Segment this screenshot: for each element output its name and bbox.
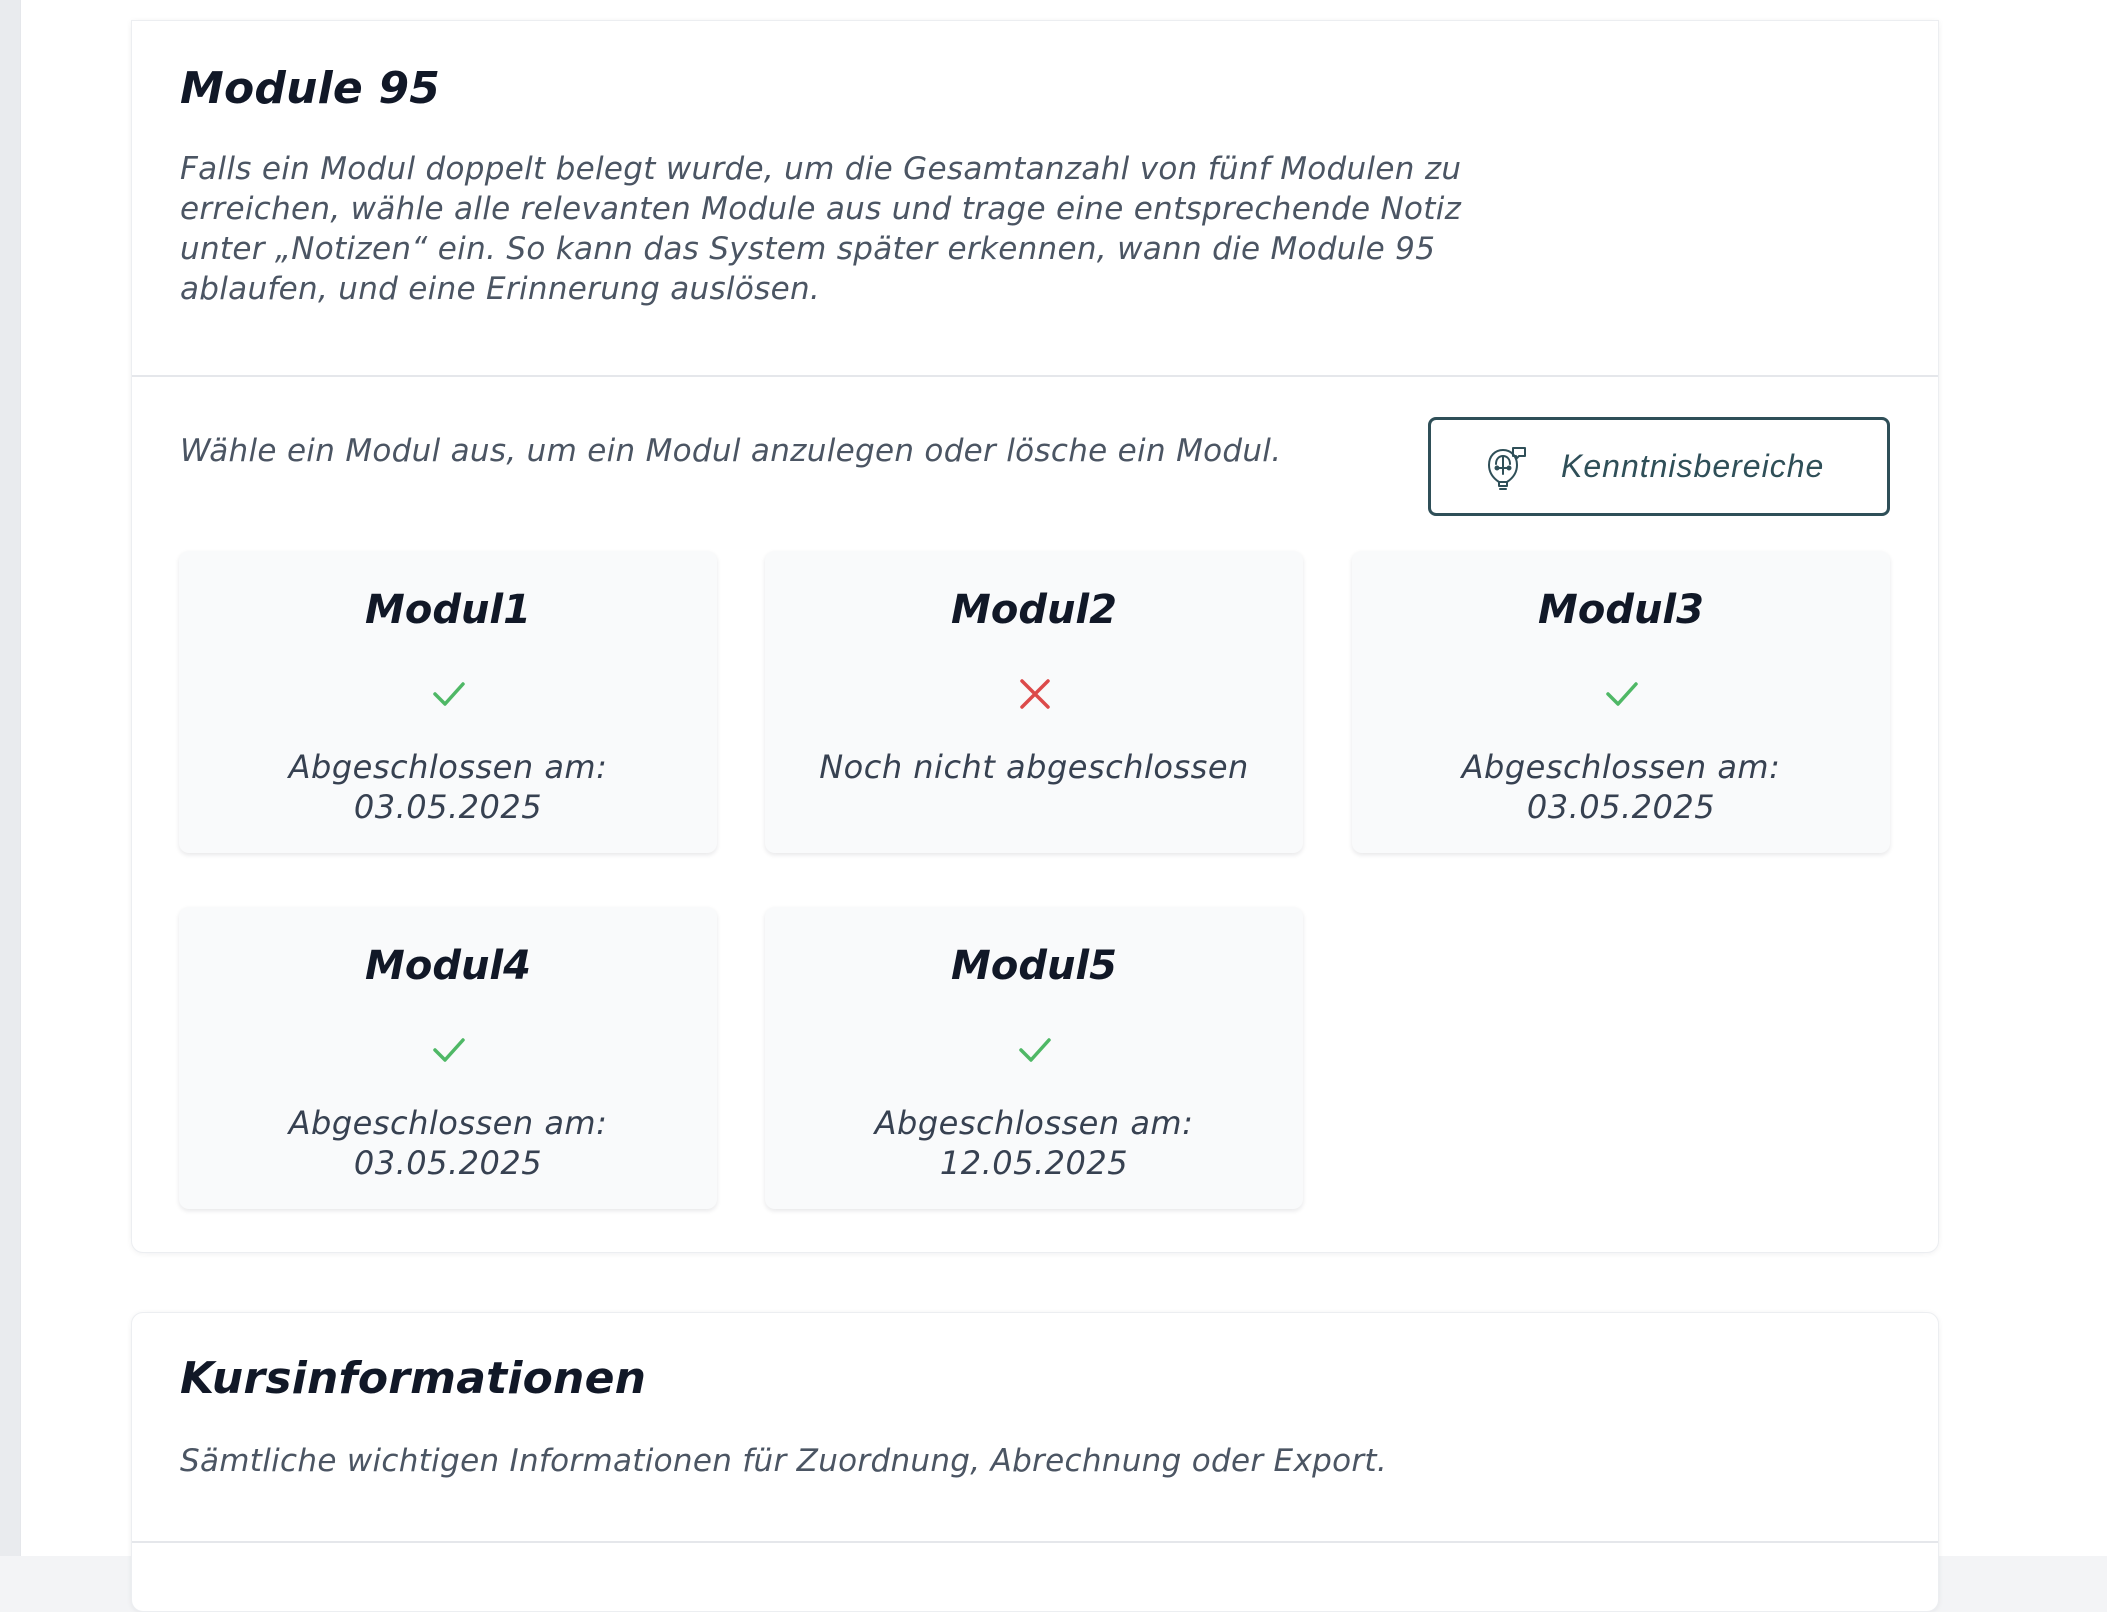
checkmark-icon xyxy=(432,1035,466,1065)
module-card-date: 03.05.2025 xyxy=(1526,788,1716,826)
checkmark-icon xyxy=(1018,1035,1052,1065)
module-card-status: Noch nicht abgeschlossen xyxy=(819,748,1249,786)
module-card-3[interactable] xyxy=(1352,551,1890,853)
module-card-date: 03.05.2025 xyxy=(353,788,543,826)
cross-icon xyxy=(1018,679,1052,709)
kenntnisbereiche-button[interactable] xyxy=(1428,417,1890,516)
lightbulb-brain-icon xyxy=(1483,444,1529,492)
module-card-title: Modul1 xyxy=(365,587,531,633)
course-info-description: Sämtliche wichtigen Informationen für Zuordnung, Abrechnung oder Export. xyxy=(180,1443,1387,1479)
module-card-title: Modul5 xyxy=(951,943,1117,989)
course-info-title: Kursinformationen xyxy=(180,1353,647,1404)
module-card-title: Modul4 xyxy=(365,943,531,989)
checkmark-icon xyxy=(432,679,466,709)
kenntnisbereiche-label: Kenntnisbereiche xyxy=(1561,448,1825,484)
module-card-title: Modul2 xyxy=(951,587,1117,633)
module-card-date: 12.05.2025 xyxy=(939,1144,1129,1182)
module-card-1[interactable] xyxy=(179,551,717,853)
module-card-title: Modul3 xyxy=(1538,587,1704,633)
module-card-4[interactable] xyxy=(179,907,717,1209)
module-card-status: Abgeschlossen am: xyxy=(288,748,608,786)
left-rail xyxy=(0,0,21,1556)
module-card-status: Abgeschlossen am: xyxy=(288,1104,608,1142)
course-info-divider xyxy=(132,1541,1938,1543)
module-card-2[interactable] xyxy=(765,551,1303,853)
module-card-status: Abgeschlossen am: xyxy=(1461,748,1781,786)
module95-title: Module 95 xyxy=(180,63,441,114)
module95-divider xyxy=(132,375,1938,377)
module95-panel xyxy=(131,20,1939,1253)
checkmark-icon xyxy=(1605,679,1639,709)
module-card-status: Abgeschlossen am: xyxy=(874,1104,1194,1142)
module-card-date: 03.05.2025 xyxy=(353,1144,543,1182)
module95-instruction: Wähle ein Modul aus, um ein Modul anzulegen oder lösche ein Modul. xyxy=(180,433,1282,469)
course-info-panel xyxy=(131,1312,1939,1612)
module-card-5[interactable] xyxy=(765,907,1303,1209)
module95-description: Falls ein Modul doppelt belegt wurde, um die Gesamtanzahl von fünf Modulen zu erreichen, wähle alle relevanten Module aus und trage eine entsprechende Notiz unter „Notizen“ ein. So kann das System später erkennen, wann die Module 95 ablaufen, und eine Erinnerung auslösen. xyxy=(180,151,1462,307)
